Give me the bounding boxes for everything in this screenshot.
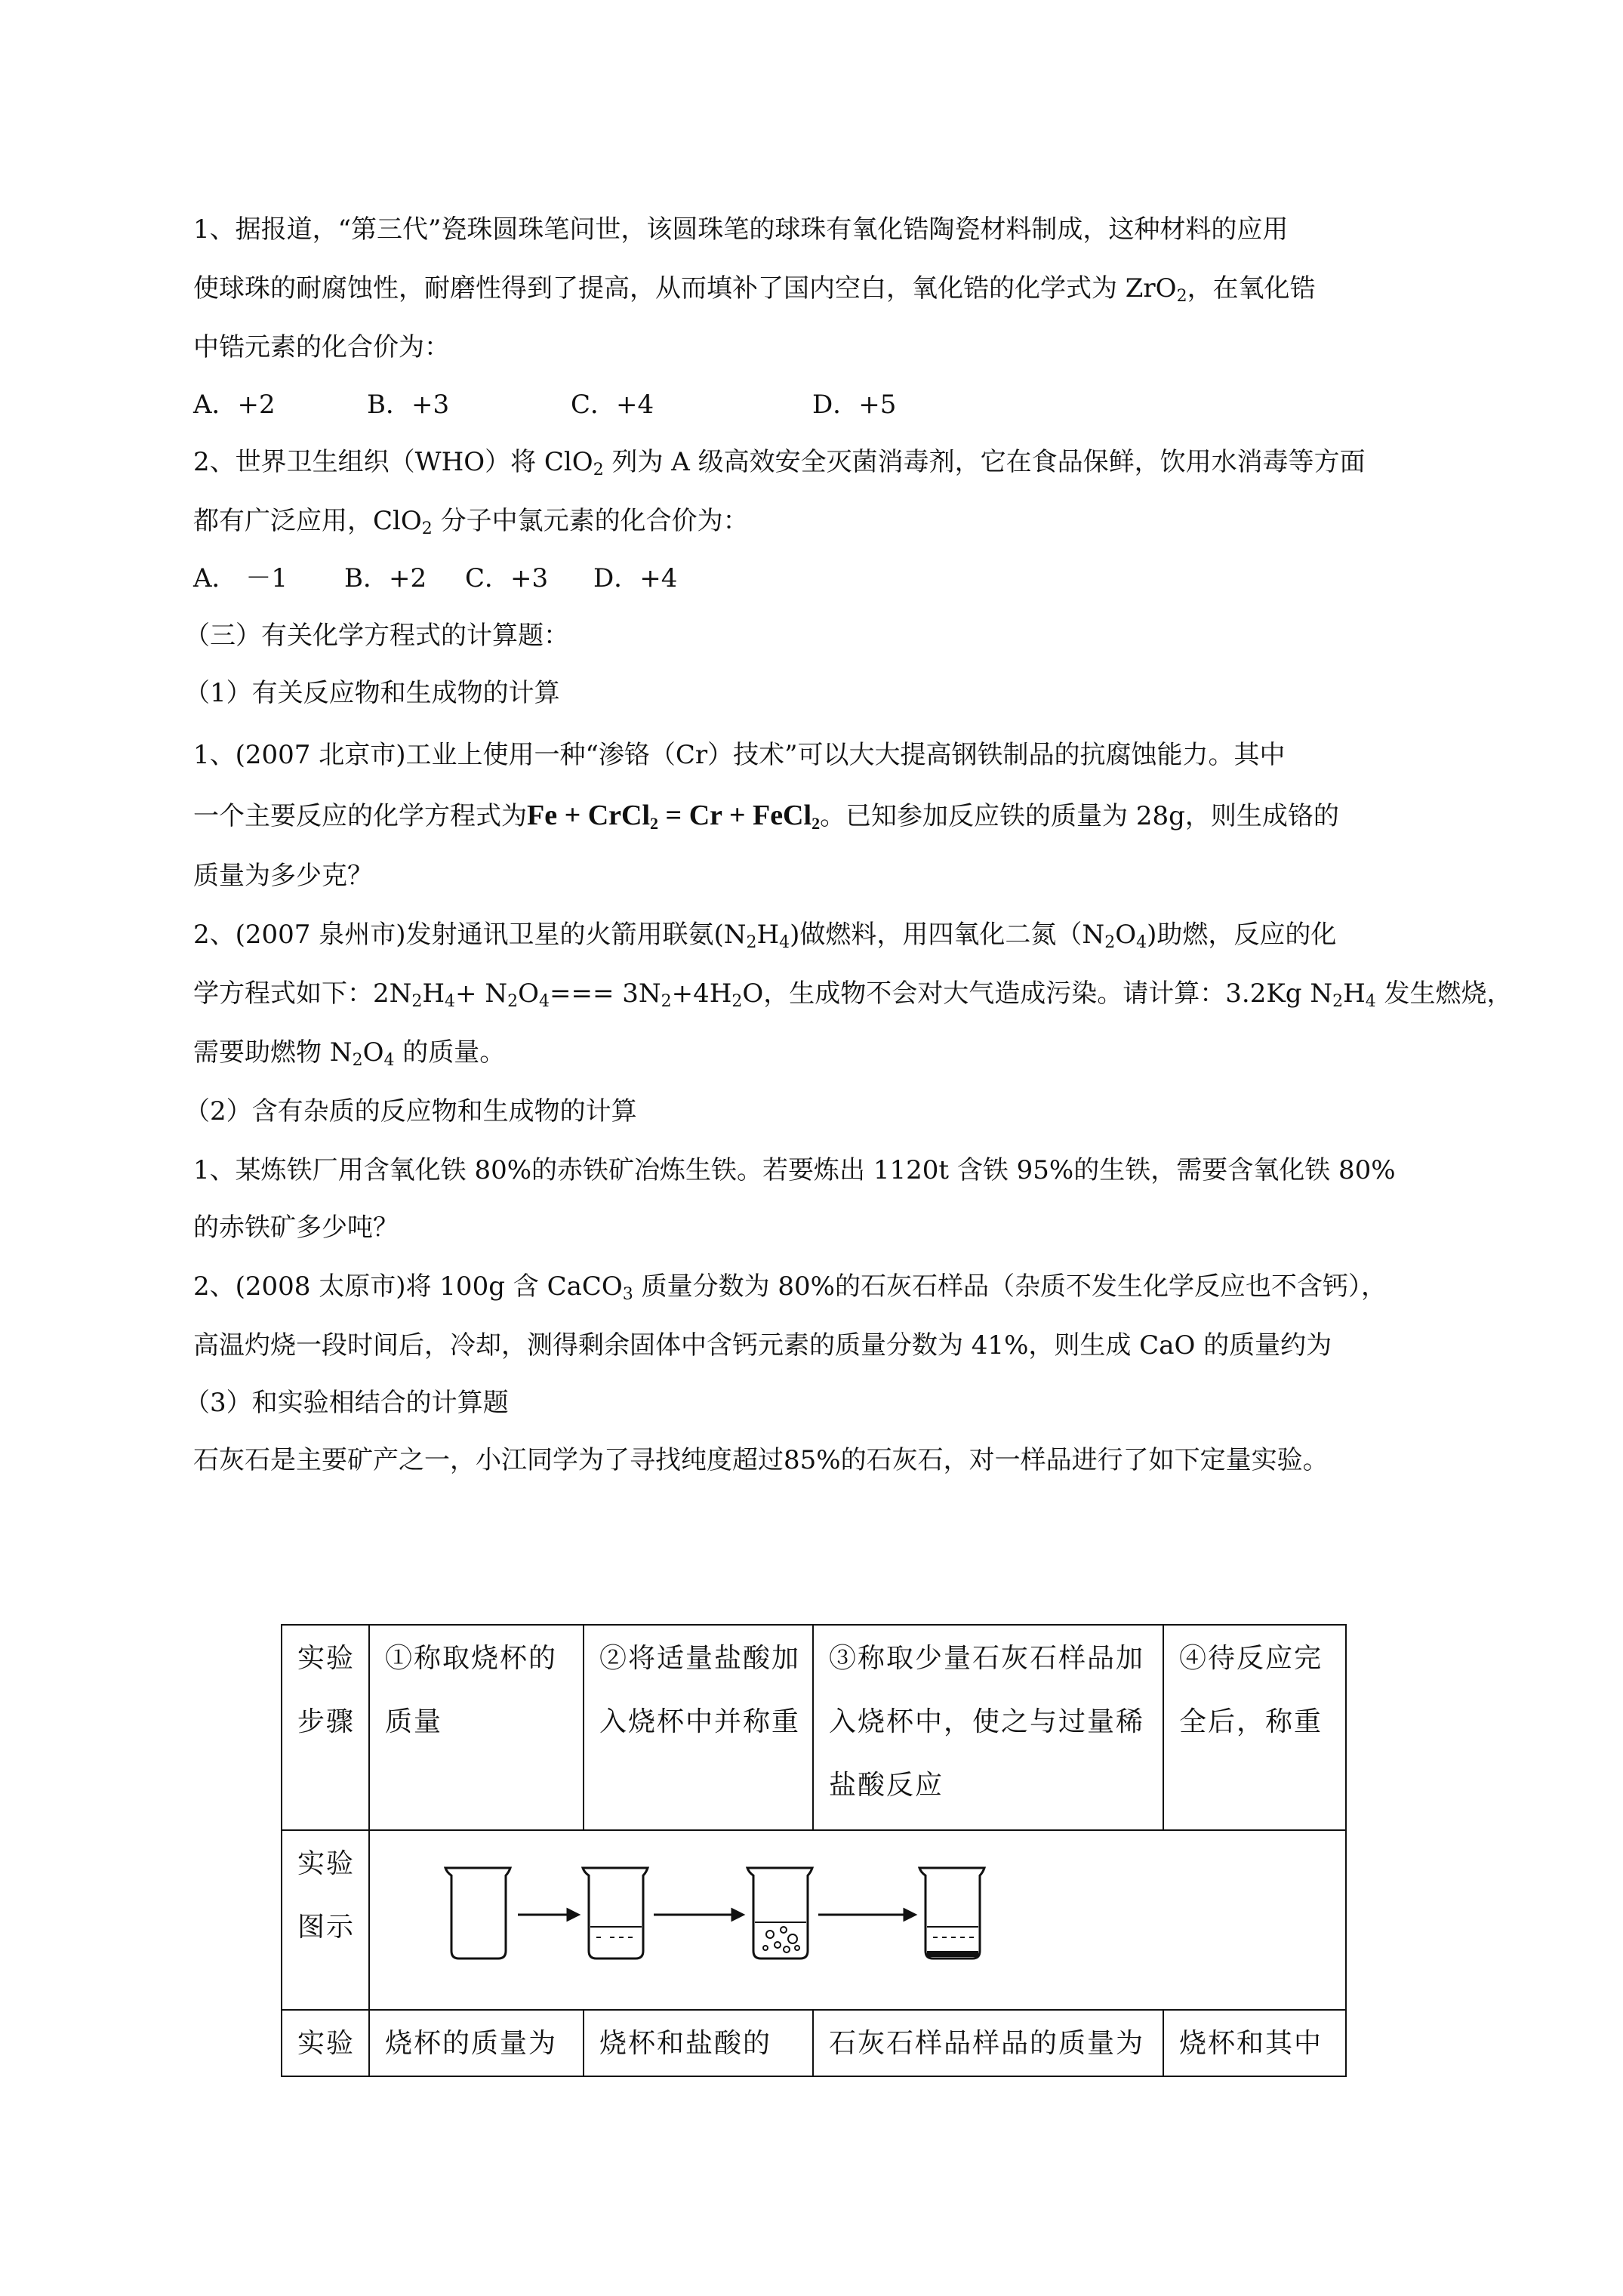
sub1-q2-line2: 学方程式如下：$2N_2H_4+ N_2O_4=== 3N_2+4H_2O$，生成物不会对大气造成污染。请计算：3.2Kg $N_2H_4$ 发生燃烧，	[193, 978, 1513, 1011]
sub2-q1-line1: 1、某炼铁厂用含氧化铁 80%的赤铁矿冶炼生铁。若要炼出 1120t 含铁 95%的生铁，需要含氧化铁 80%	[193, 1155, 1396, 1185]
option-c: C．+3	[465, 563, 549, 593]
option-a: A． －1	[193, 563, 288, 593]
q2-valence-line2: 都有广泛应用，ClO$_2$ 分子中氯元素的化合价为：	[193, 506, 749, 538]
q1-valence-line1: 1、据报道，“第三代”瓷珠圆珠笔问世，该圆珠笔的球珠有氧化锆陶瓷材料制成，这种材料的应用	[193, 214, 1289, 245]
arrow-3-icon	[818, 1909, 915, 1920]
sub1-q1-line2: 一个主要反应的化学方程式为Fe + CrCl$_2$ = Cr + FeCl$_2$。已知参加反应铁的质量为 28g，则生成铬的	[193, 800, 1339, 833]
step-2-cell: ②将适量盐酸加入烧杯中并称重	[584, 1625, 813, 1830]
q1-valence-line3: 中锆元素的化合价为：	[193, 332, 450, 362]
option-c: C．+4	[571, 390, 654, 420]
arrow-1-icon	[518, 1909, 578, 1920]
experiment-table	[281, 1624, 1347, 2077]
beaker-reacting-icon	[747, 1868, 812, 1959]
sub1-title: （1）有关反应物和生成物的计算	[184, 678, 560, 708]
data-cell-1: 烧杯的质量为	[369, 2010, 584, 2076]
data-cell-4: 烧杯和其中	[1163, 2010, 1346, 2076]
empty-beaker-icon	[445, 1868, 510, 1959]
option-b: B．+3	[367, 390, 450, 420]
beaker-with-acid-icon	[583, 1868, 648, 1959]
data-cell-3: 石灰石样品样品的质量为	[813, 2010, 1163, 2076]
row-header-data: 实验	[282, 2010, 369, 2076]
option-a: A．+2	[193, 390, 276, 420]
chemical-equation: Fe + CrCl$_2$ = Cr + FeCl$_2$	[527, 800, 821, 833]
option-d: D．+5	[812, 390, 897, 420]
table-row-diagram	[282, 1830, 1346, 2010]
sub3-intro: 石灰石是主要矿产之一，小江同学为了寻找纯度超过85%的石灰石，对一样品进行了如下定量实验。	[193, 1445, 1329, 1475]
q1-valence-options	[193, 390, 896, 420]
sub2-q1-line2: 的赤铁矿多少吨？	[193, 1213, 399, 1243]
step-4-cell: ④待反应完全后，称重	[1163, 1625, 1346, 1830]
sub3-title: （3）和实验相结合的计算题	[184, 1388, 509, 1418]
row-header-diagram: 实验图示	[282, 1830, 369, 2010]
sub2-q2-line2: 高温灼烧一段时间后，冷却，测得剩余固体中含钙元素的质量分数为 41%，则生成 CaO 的质量约为	[193, 1330, 1332, 1361]
sub2-title: （2）含有杂质的反应物和生成物的计算	[184, 1096, 637, 1126]
row-header-steps: 实验步骤	[282, 1625, 369, 1830]
step-1-cell: ①称取烧杯的质量	[369, 1625, 584, 1830]
option-b: B．+2	[344, 563, 427, 593]
q2-valence-line1: 2、世界卫生组织（WHO）将 ClO$_2$ 列为 A 级高效安全灭菌消毒剂，它在食品保鲜，饮用水消毒等方面	[193, 447, 1366, 479]
q1-valence-line2: 使球珠的耐腐蚀性，耐磨性得到了提高，从而填补了国内空白，氧化锆的化学式为 ZrO$_2$，在氧化锆	[193, 273, 1316, 306]
section3-title: （三）有关化学方程式的计算题：	[184, 621, 569, 651]
sub1-q2-line1: 2、(2007 泉州市)发射通讯卫星的火箭用联氨$(N_2H_4)$做燃料，用四氧化二氮$(N_2O_4)$助燃，反应的化	[193, 920, 1337, 952]
beaker-sequence-diagram	[370, 1832, 1344, 2008]
q2-valence-options	[193, 563, 677, 593]
sub1-q1-line3: 质量为多少克？	[193, 861, 373, 891]
table-row-steps	[282, 1625, 1346, 1830]
table-row-data	[282, 2010, 1346, 2076]
arrow-2-icon	[654, 1909, 743, 1920]
step-3-cell: ③称取少量石灰石样品加入烧杯中，使之与过量稀盐酸反应	[813, 1625, 1163, 1830]
sub1-q1-line1: 1、(2007 北京市)工业上使用一种“渗铬（Cr）技术”可以大大提高钢铁制品的抗腐蚀能力。其中	[193, 740, 1286, 770]
diagram-cell	[369, 1830, 1346, 2010]
data-cell-2: 烧杯和盐酸的	[584, 2010, 813, 2076]
beaker-after-reaction-icon	[919, 1868, 984, 1959]
sub2-q2-line1: 2、(2008 太原市)将 100g 含 CaCO$_3$ 质量分数为 80%的石灰石样品（杂质不发生化学反应也不含钙），	[193, 1271, 1387, 1304]
option-d: D．+4	[593, 563, 678, 593]
sub1-q2-line3: 需要助燃物 $N_2O_4$ 的质量。	[193, 1037, 506, 1070]
